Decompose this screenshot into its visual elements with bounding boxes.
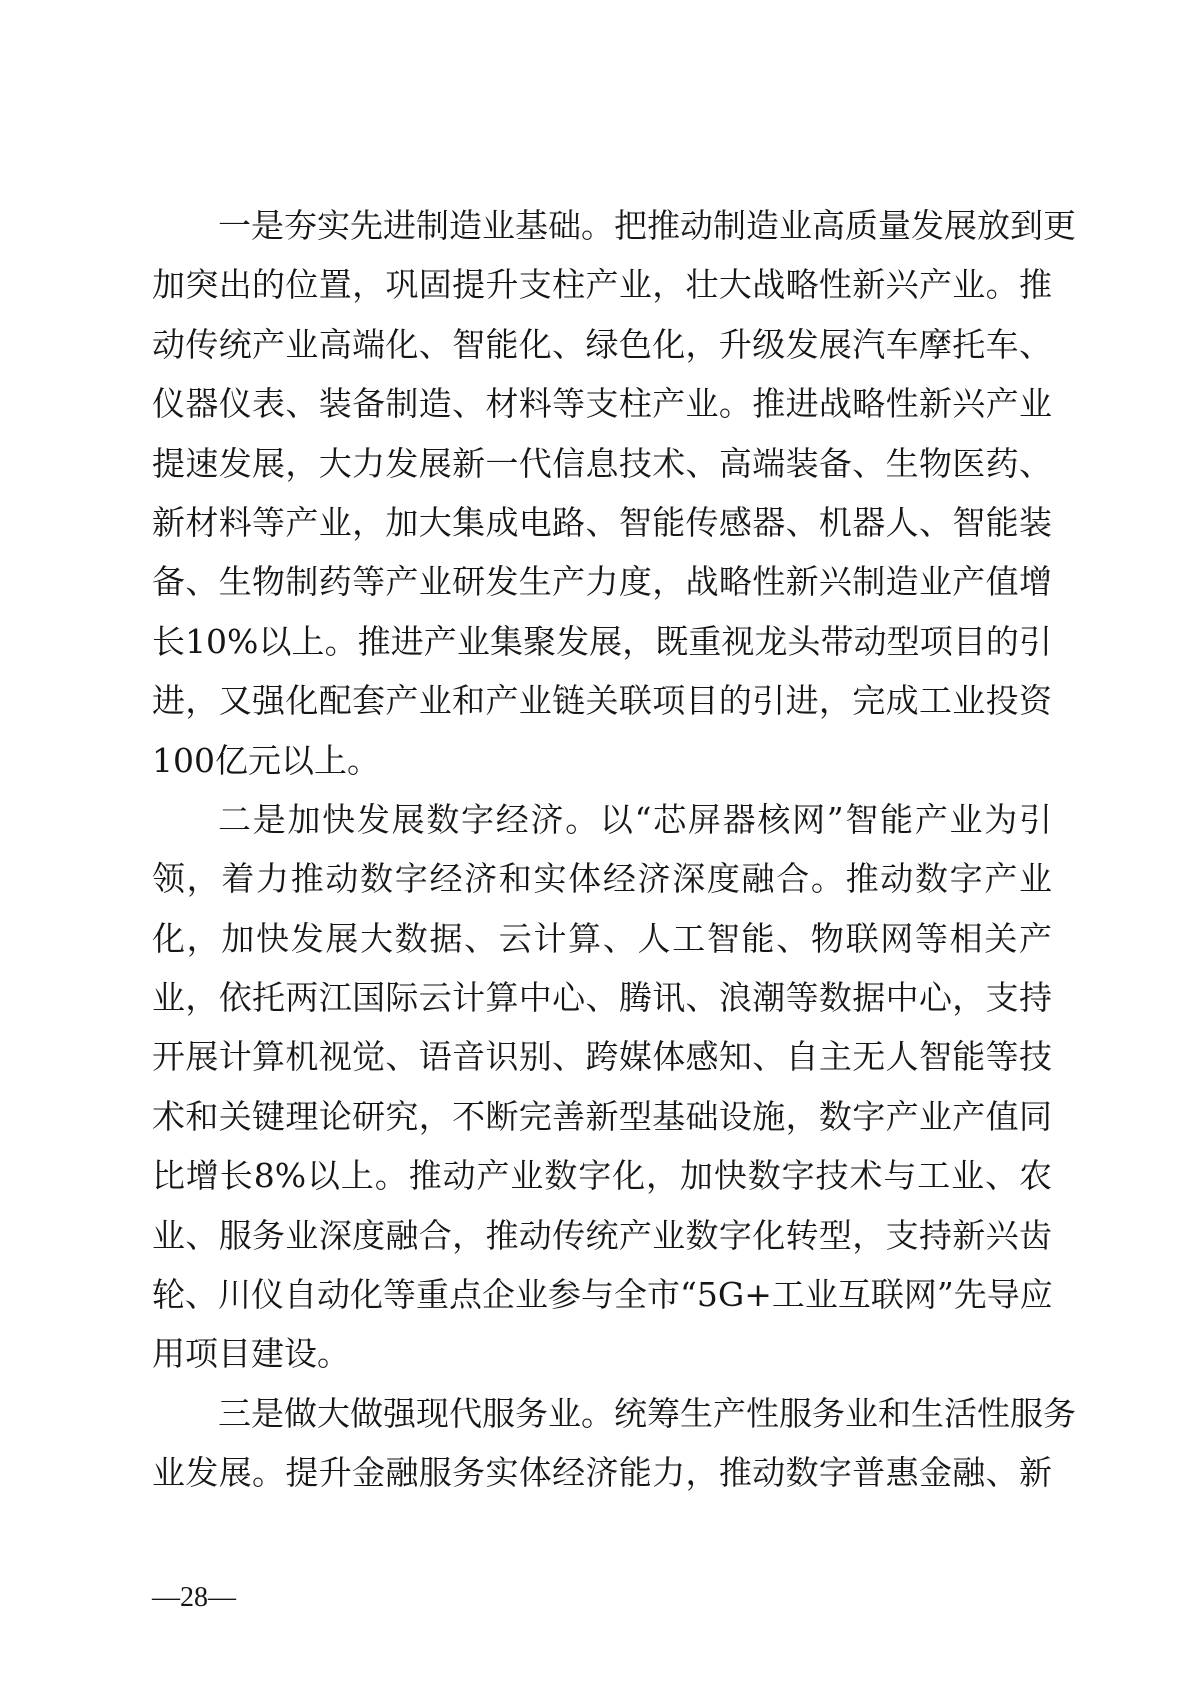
text-line: 业、服务业深度融合，推动传统产业数字化转型，支持新兴齿 [152, 1215, 1052, 1255]
text-line: 动传统产业高端化、智能化、绿色化，升级发展汽车摩托车、 [152, 324, 1052, 364]
text-line: 用项目建设。 [152, 1334, 350, 1374]
text-line: 一是夯实先进制造业基础。把推动制造业高质量发展放到更 [218, 206, 1076, 245]
text-line: 化，加快发展大数据、云计算、人工智能、物联网等相关产 [152, 918, 1052, 958]
text-line: 领，着力推动数字经济和实体经济深度融合。推动数字产业 [152, 859, 1052, 899]
text-line: 三是做大做强现代服务业。统筹生产性服务业和生活性服务 [218, 1393, 1076, 1433]
text-line: 100亿元以上。 [152, 740, 380, 780]
text-line: 加突出的位置，巩固提升支柱产业，壮大战略性新兴产业。推 [152, 265, 1052, 305]
text-line: 比增长8%以上。推动产业数字化，加快数字技术与工业、农 [152, 1156, 1052, 1196]
text-line: 业发展。提升金融服务实体经济能力，推动数字普惠金融、新 [152, 1453, 1052, 1493]
text-line: 进，又强化配套产业和产业链关联项目的引进，完成工业投资 [152, 681, 1052, 721]
text-line: 长10%以上。推进产业集聚发展，既重视龙头带动型项目的引 [152, 621, 1052, 661]
page-number: —28— [152, 1582, 236, 1613]
paragraph [152, 196, 1076, 790]
paragraph [152, 790, 1052, 1384]
document-body [152, 196, 1076, 1503]
paragraph [152, 1384, 1076, 1503]
text-line: 二是加快发展数字经济。以“芯屏器核网”智能产业为引 [218, 799, 1052, 839]
text-line: 备、生物制药等产业研发生产力度，战略性新兴制造业产值增 [152, 562, 1052, 602]
text-line: 术和关键理论研究，不断完善新型基础设施，数字产业产值同 [152, 1096, 1052, 1136]
text-line: 轮、川仪自动化等重点企业参与全市“5G+工业互联网”先导应 [152, 1275, 1053, 1315]
text-line: 开展计算机视觉、语音识别、跨媒体感知、自主无人智能等技 [152, 1037, 1052, 1077]
text-line: 新材料等产业，加大集成电路、智能传感器、机器人、智能装 [152, 502, 1052, 542]
text-line: 提速发展，大力发展新一代信息技术、高端装备、生物医药、 [152, 443, 1052, 483]
text-line: 业，依托两江国际云计算中心、腾讯、浪潮等数据中心，支持 [152, 978, 1052, 1018]
text-line: 仪器仪表、装备制造、材料等支柱产业。推进战略性新兴产业 [152, 384, 1052, 424]
